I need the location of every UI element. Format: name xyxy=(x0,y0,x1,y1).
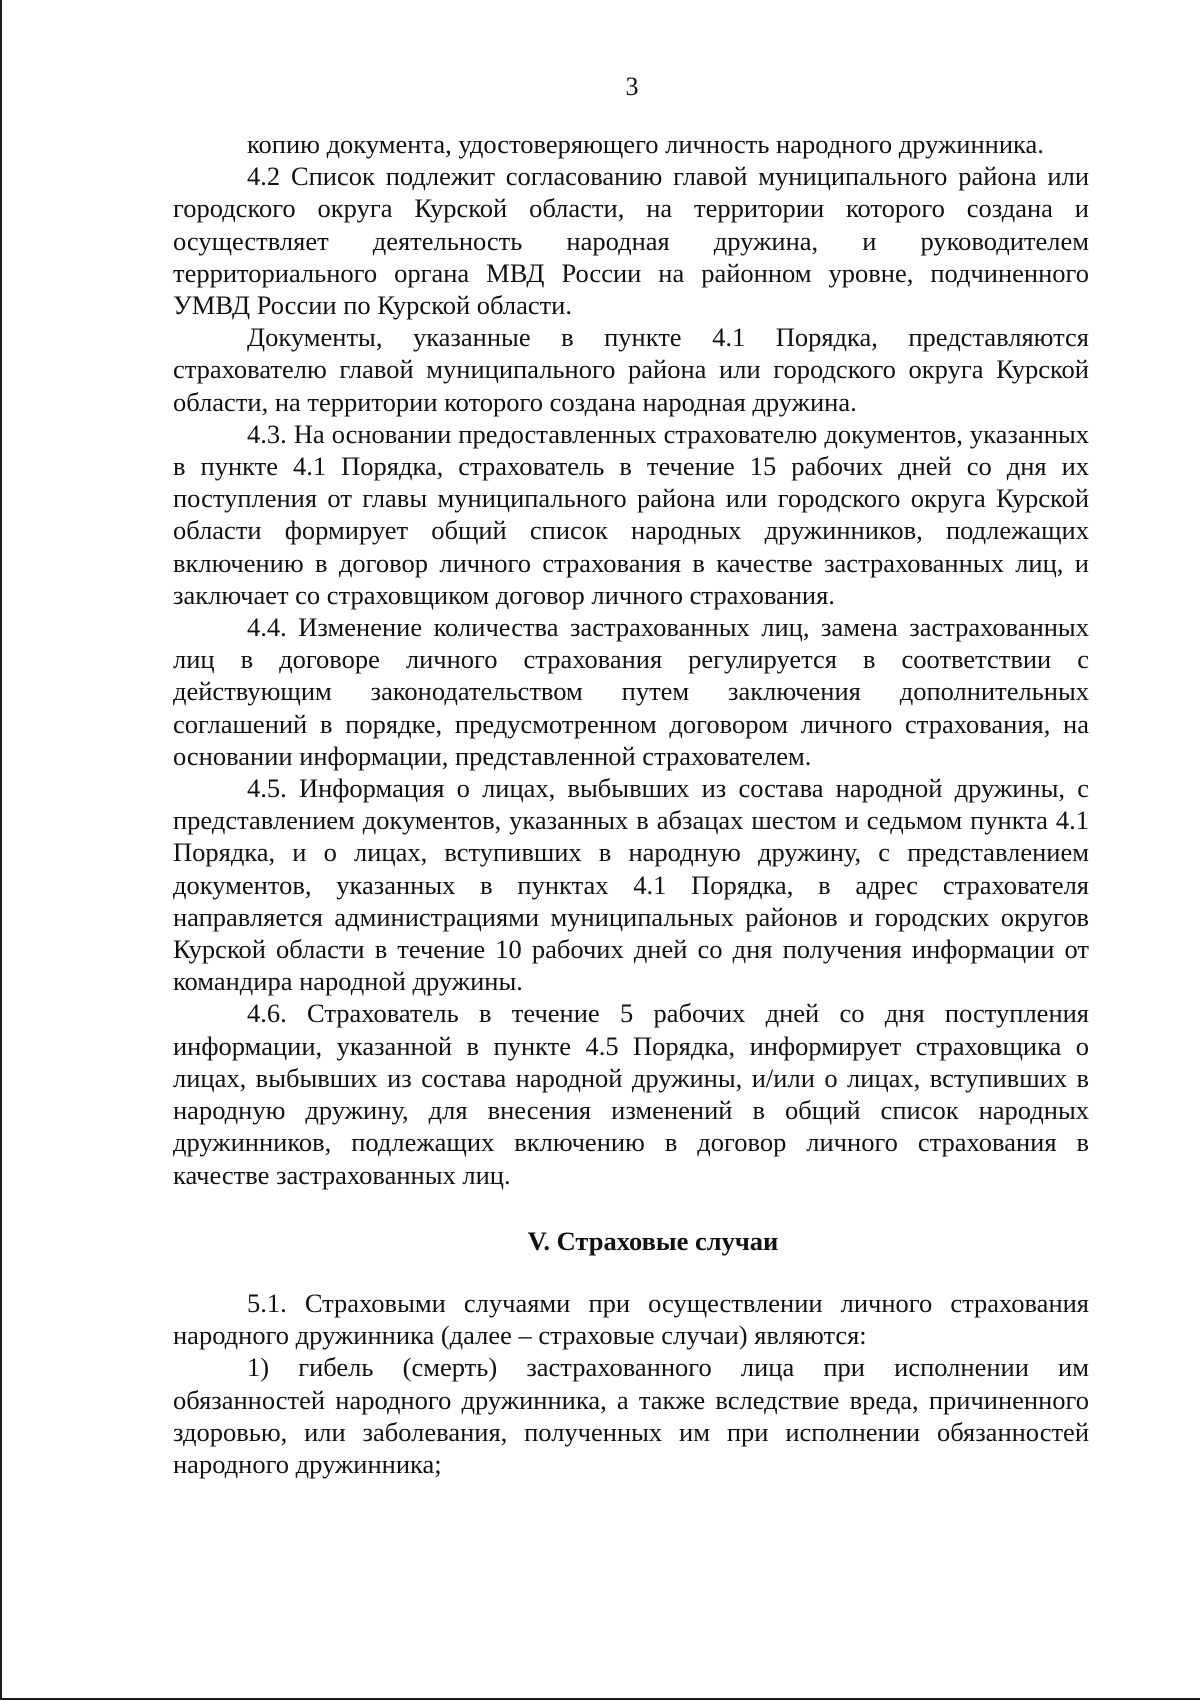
document-body xyxy=(173,128,1089,1480)
paragraph-4-6: 4.6. Страхователь в течение 5 рабочих дней со дня поступления информации, указанной в пункте 4.5 Порядка, информирует страховщика о лицах, выбывших из состава народной дружины, и/или о лицах, вступивших в народную дружину, для внесения изменений в общий список народных дружинников, подлежащих включению в договор личного страхования в качестве застрахованных лиц. xyxy=(173,998,1089,1190)
paragraph-continuation: копию документа, удостоверяющего личность народного дружинника. xyxy=(247,129,1044,159)
paragraph-4-4: 4.4. Изменение количества застрахованных лиц, замена застрахованных лиц в договоре личного страхования регулируется в соответствии с действующим законодательством путем заключения дополнительных соглашений в порядке, предусмотренном договором личного страхования, на основании информации, представленной страхователем. xyxy=(173,612,1089,771)
paragraph-5-1-item-1: 1) гибель (смерть) застрахованного лица при исполнении им обязанностей народного дружинника, а также вследствие вреда, причиненного здоровью, или заболевания, полученных им при исполнении обязанностей народного дружинника; xyxy=(173,1352,1089,1479)
paragraph-4-2: 4.2 Список подлежит согласованию главой муниципального района или городского округа Курской области, на территории которого создана и осуществляет деятельность народная дружина, и руководителем территориального органа МВД России на районном уровне, подчиненного УМВД России по Курской области. xyxy=(173,161,1089,321)
paragraph-4-3: 4.3. На основании предоставленных страхователю документов, указанных в пункте 4.1 Порядка, страхователь в течение 15 рабочих дней со дня их поступления от главы муниципального района или городского округа Курской области формирует общий список народных дружинников, подлежащих включению в договор личного страхования в качестве застрахованных лиц, и заключает со страховщиком договор личного страхования. xyxy=(173,418,1089,610)
paragraph-5-1: 5.1. Страховыми случаями при осуществлении личного страхования народного дружинника (далее – страховые случаи) являются: xyxy=(173,1287,1089,1351)
paragraph-documents: Документы, указанные в пункте 4.1 Порядка, представляются страхователю главой муниципального района или городского округа Курской области, на территории которого создана народная дружина. xyxy=(173,322,1089,417)
paragraph-4-5: 4.5. Информация о лицах, выбывших из состава народной дружины, с представлением документов, указанных в абзацах шестом и седьмом пункта 4.1 Порядка, и о лицах, вступивших в народную дружину, с представлением документов, указанных в пунктах 4.1 Порядка, в адрес страхователя направляется администрациями муниципальных районов и городских округов Курской области в течение 10 рабочих дней со дня получения информации от командира народной дружины. xyxy=(173,773,1089,997)
page-number: 3 xyxy=(625,72,639,101)
section-heading: V. Страховые случаи xyxy=(527,1225,779,1256)
